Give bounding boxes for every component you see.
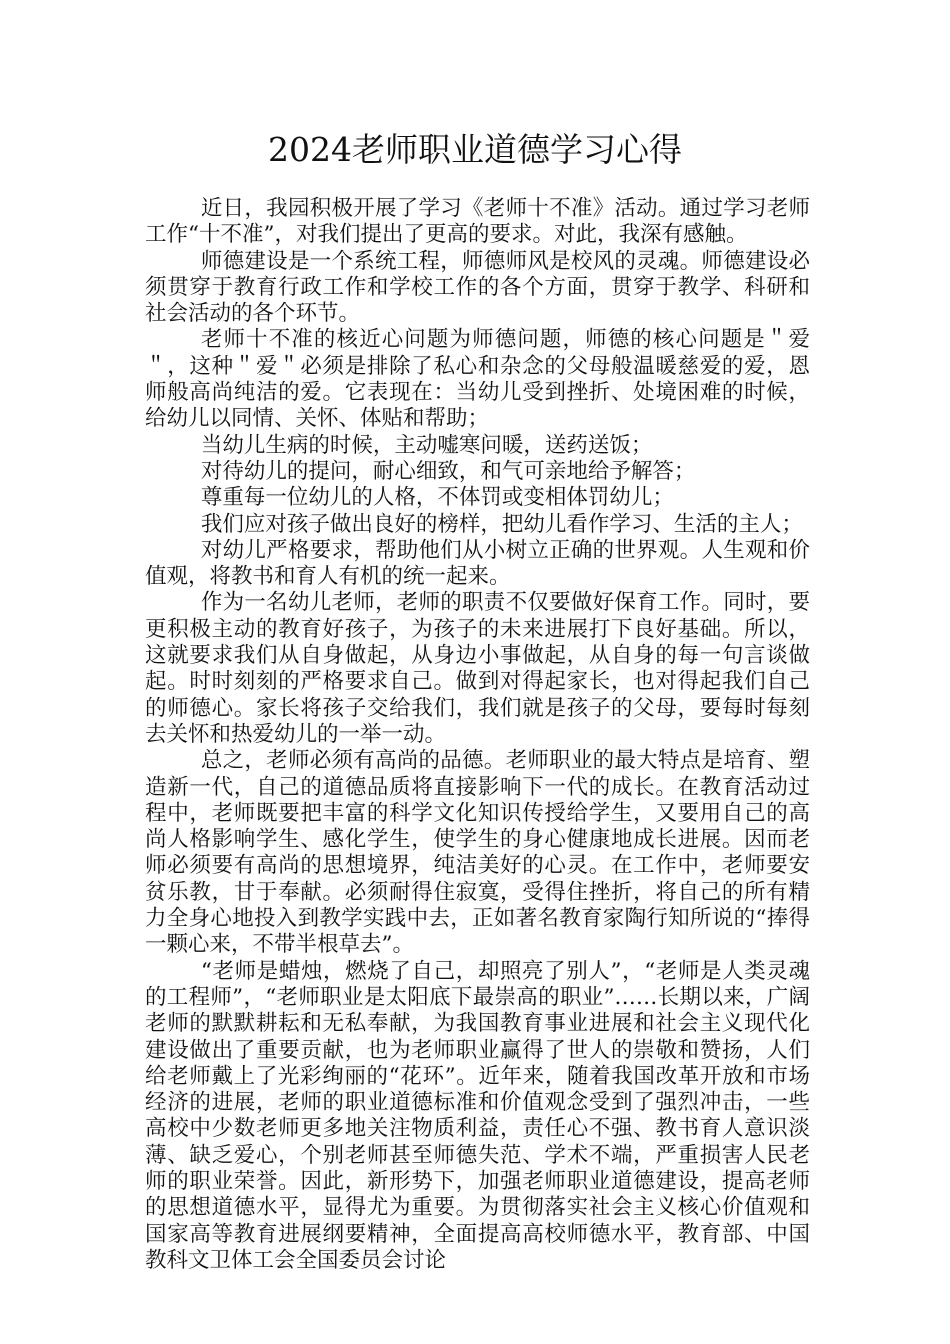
paragraph: 老师十不准的核近心问题为师德问题，师德的核心问题是＂爱＂，这种＂爱＂必须是排除了私心和杂念的父母般温暖慈爱的爱，恩师般高尚纯洁的爱。它表现在：当幼儿受到挫折、处境困难的时候，给幼儿以同情、关怀、体贴和帮助； (145, 327, 810, 432)
paragraph: “老师是蜡烛，燃烧了自己，却照亮了别人”，“老师是人类灵魂的工程师”，“老师职业是太阳底下最崇高的职业”……长期以来，广阔老师的默默耕耘和无私奉献，为我国教育事业进展和社会主义现代化建设做出了重要贡献，也为老师职业赢得了世人的崇敬和赞扬，人们给老师戴上了光彩绚丽的“花环”。近年来，随着我国改革开放和市场经济的进展，老师的职业道德标准和价值观念受到了强烈冲击，一些高校中少数老师更多地关注物质利益，责任心不强、教书育人意识淡薄、缺乏爱心，个别老师甚至师德失范、学术不端，严重损害人民老师的职业荣誉。因此，新形势下，加强老师职业道德建设，提高老师的思想道德水平，显得尤为重要。为贯彻落实社会主义核心价值观和国家高等教育进展纲要精神，全面提高高校师德水平，教育部、中国教科文卫体工会全国委员会讨论 (145, 958, 810, 1273)
paragraph: 师德建设是一个系统工程，师德师风是校风的灵魂。师德建设必须贯穿于教育行政工作和学校工作的各个方面，贯穿于教学、科研和社会活动的各个环节。 (145, 248, 810, 327)
paragraph: 总之，老师必须有高尚的品德。老师职业的最大特点是培育、塑造新一代，自己的道德品质将直接影响下一代的成长。在教育活动过程中，老师既要把丰富的科学文化知识传授给学生，又要用自己的高尚人格影响学生、感化学生，使学生的身心健康地成长进展。因而老师必须要有高尚的思想境界，纯洁美好的心灵。在工作中，老师要安贫乐教，甘于奉献。必须耐得住寂寞，受得住挫折，将自己的所有精力全身心地投入到教学实践中去，正如著名教育家陶行知所说的“捧得一颗心来，不带半根草去”。 (145, 748, 810, 958)
paragraph: 近日，我园积极开展了学习《老师十不准》活动。通过学习老师工作“十不准”，对我们提出了更高的要求。对此，我深有感触。 (145, 196, 810, 248)
paragraph: 对幼儿严格要求，帮助他们从小树立正确的世界观。人生观和价值观，将教书和育人有机的统一起来。 (145, 537, 810, 590)
paragraph: 尊重每一位幼儿的人格，不体罚或变相体罚幼儿； (200, 485, 674, 511)
document-title: 2024老师职业道德学习心得 (268, 130, 682, 169)
document-body (145, 196, 810, 1274)
paragraph: 我们应对孩子做出良好的榜样，把幼儿看作学习、生活的主人； (200, 511, 803, 537)
paragraph: 当幼儿生病的时候，主动嘘寒问暖，送药送饭； (200, 432, 653, 458)
paragraph: 对待幼儿的提问，耐心细致，和气可亲地给予解答； (200, 458, 696, 484)
paragraph: 作为一名幼儿老师，老师的职责不仅要做好保育工作。同时，要更积极主动的教育好孩子，为孩子的未来进展打下良好基础。所以，这就要求我们从自身做起，从身边小事做起，从自身的每一句言谈做起。时时刻刻的严格要求自己。做到对得起家长，也对得起我们自己的师德心。家长将孩子交给我们，我们就是孩子的父母，要每时每刻去关怀和热爱幼儿的一举一动。 (145, 590, 810, 747)
